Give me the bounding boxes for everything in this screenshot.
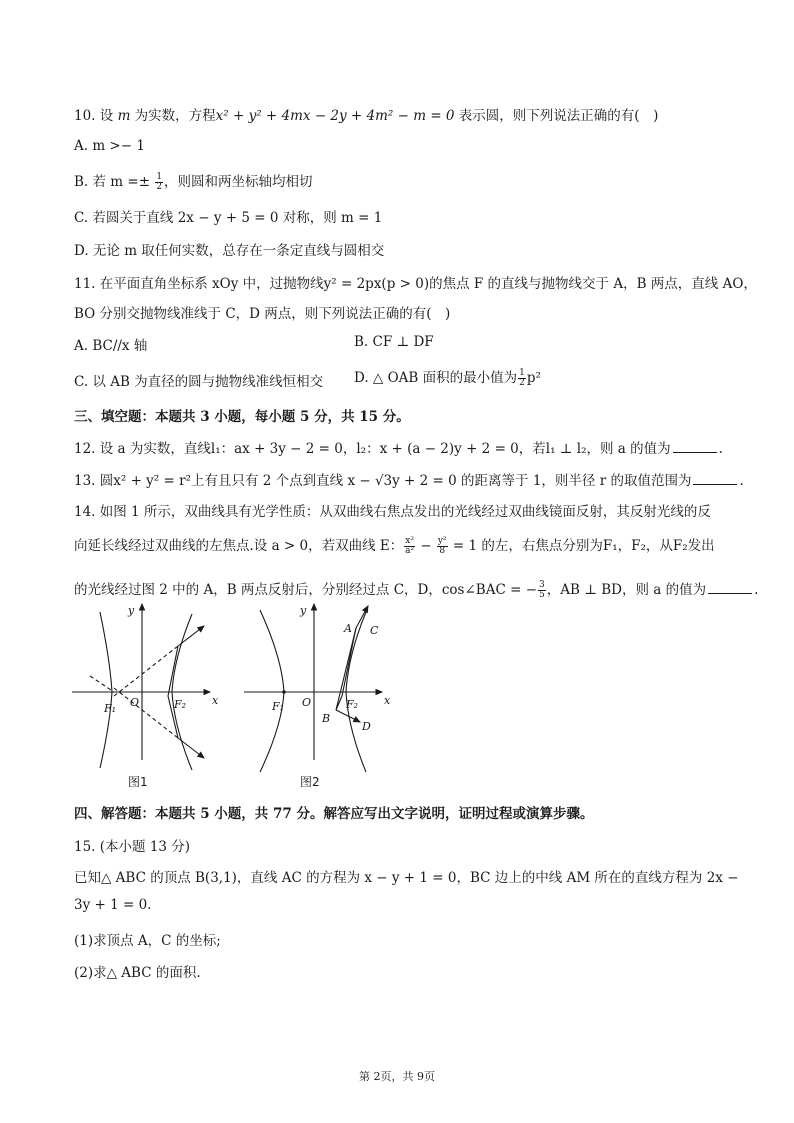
q15-header: 15. (本小题 13 分) xyxy=(74,839,191,855)
q14-line1: 14. 如图 1 所示，双曲线具有光学性质：从双曲线右焦点发出的光线经过双曲线镜面反射，其反射光线的反 xyxy=(74,504,711,520)
q15-stem-line1: 已知△ ABC 的顶点 B(3,1)，直线 AC 的方程为 x − y + 1 = 0，BC 边上的中线 AM 所在的直线方程为 2x − xyxy=(74,870,739,886)
q11-option-b: B. CF ⊥ DF xyxy=(354,334,434,350)
fig2-x-label: x xyxy=(384,694,391,707)
section-4-heading: 四、解答题：本题共 5 小题，共 77 分。解答应写出文字说明，证明过程或演算步骤。 xyxy=(74,806,594,822)
fig2-c-label: C xyxy=(370,624,379,637)
fig2-a-label: A xyxy=(344,622,352,635)
q14-line3: 的光线经过图 2 中的 A，B 两点反射后，分别经过点 C，D，cos∠BAC = − $\frac{3}{5}$ ，AB ⊥ BD，则 a 的值为 . xyxy=(74,580,759,600)
answer-blank xyxy=(673,452,717,453)
hyperbola-left-branch xyxy=(260,610,284,772)
fig2-b-label: B xyxy=(322,712,331,725)
q14-line2: 向延长线经过双曲线的左焦点.设 a > 0，若双曲线 E： $\frac{\text{x²}}{\text{a²}}$ − $\frac{\text{y²}}{8}$ = 1 的左，右焦点分别为F₁，F₂，从F₂发出 xyxy=(74,536,715,556)
q13: 13. 圆x² + y² = r²上有且只有 2 个点到直线 x − √3y + 2 = 0 的距离等于 1，则半径 r 的取值范围为 . xyxy=(74,473,744,489)
q12: 12. 设 a 为实数，直线l₁：ax + 3y − 2 = 0，l₂：x + (a − 2)y + 2 = 0，若l₁ ⊥ l₂，则 a 的值为 . xyxy=(74,441,723,457)
q15-stem-line2: 3y + 1 = 0. xyxy=(74,897,152,913)
q11-option-a: A. BC//x 轴 xyxy=(74,338,148,354)
fig2-d-label: D xyxy=(362,720,371,733)
figure-1-diagram xyxy=(70,600,220,795)
q15-part-1: (1)求顶点 A，C 的坐标; xyxy=(74,933,221,949)
q10-option-d: D. 无论 m 取任何实数，总存在一条定直线与圆相交 xyxy=(74,243,385,259)
q10-option-a: A. m >− 1 xyxy=(74,138,145,154)
fig2-y-label: y xyxy=(300,604,307,617)
dashed-extension-up xyxy=(114,646,178,696)
q10-option-b: B. 若 m =± $\frac{1}{2}$ ，则圆和两坐标轴均相切 xyxy=(74,172,313,192)
figure-2-diagram xyxy=(242,600,392,795)
fig1-origin-label: O xyxy=(130,696,140,709)
section-3-heading: 三、填空题：本题共 3 小题，每小题 5 分，共 15 分。 xyxy=(74,409,410,425)
page-number-footer: 第 2页，共 9页 xyxy=(359,1070,435,1083)
answer-blank xyxy=(708,593,752,594)
q11-stem-line2: BO 分别交抛物线准线于 C，D 两点，则下列说法正确的有( ) xyxy=(74,306,451,322)
reflected-ray-ac xyxy=(356,606,368,628)
f1-point xyxy=(282,690,286,694)
q15-part-2: (2)求△ ABC 的面积. xyxy=(74,965,201,981)
fig1-x-label: x xyxy=(212,694,219,707)
q11-option-c: C. 以 AB 为直径的圆与抛物线准线恒相交 xyxy=(74,374,324,390)
fraction: $\frac{1}{2}$ xyxy=(156,172,163,192)
ray-up xyxy=(168,646,178,696)
reflected-ray-up xyxy=(178,626,204,646)
answer-blank xyxy=(693,484,737,485)
q11-option-d: D. △ OAB 面积的最小值为 $\frac{1}{2}$ p² xyxy=(354,368,541,388)
fig2-origin-label: O xyxy=(302,696,312,709)
fig2-f1-label: F₁ xyxy=(272,700,285,713)
reflected-ray-down xyxy=(178,738,204,758)
fig1-caption: 图1 xyxy=(128,775,148,789)
fig1-f2-label: F₂ xyxy=(174,698,187,711)
q11-stem-line1: 11. 在平面直角坐标系 xOy 中，过抛物线y² = 2px(p > 0)的焦点 F 的直线与抛物线交于 A，B 两点，直线 AO， xyxy=(74,276,757,292)
fig2-f2-label: F₂ xyxy=(346,698,359,711)
fig1-y-label: y xyxy=(128,604,135,617)
q10-stem: 10. 设 m 为实数，方程x² + y² + 4mx − 2y + 4m² − m = 0 表示圆，则下列说法正确的有( ) xyxy=(74,108,659,124)
fig2-caption: 图2 xyxy=(300,775,320,789)
q10-option-c: C. 若圆关于直线 2x − y + 5 = 0 对称，则 m = 1 xyxy=(74,210,383,226)
fig1-f1-label: F₁ xyxy=(104,702,117,715)
